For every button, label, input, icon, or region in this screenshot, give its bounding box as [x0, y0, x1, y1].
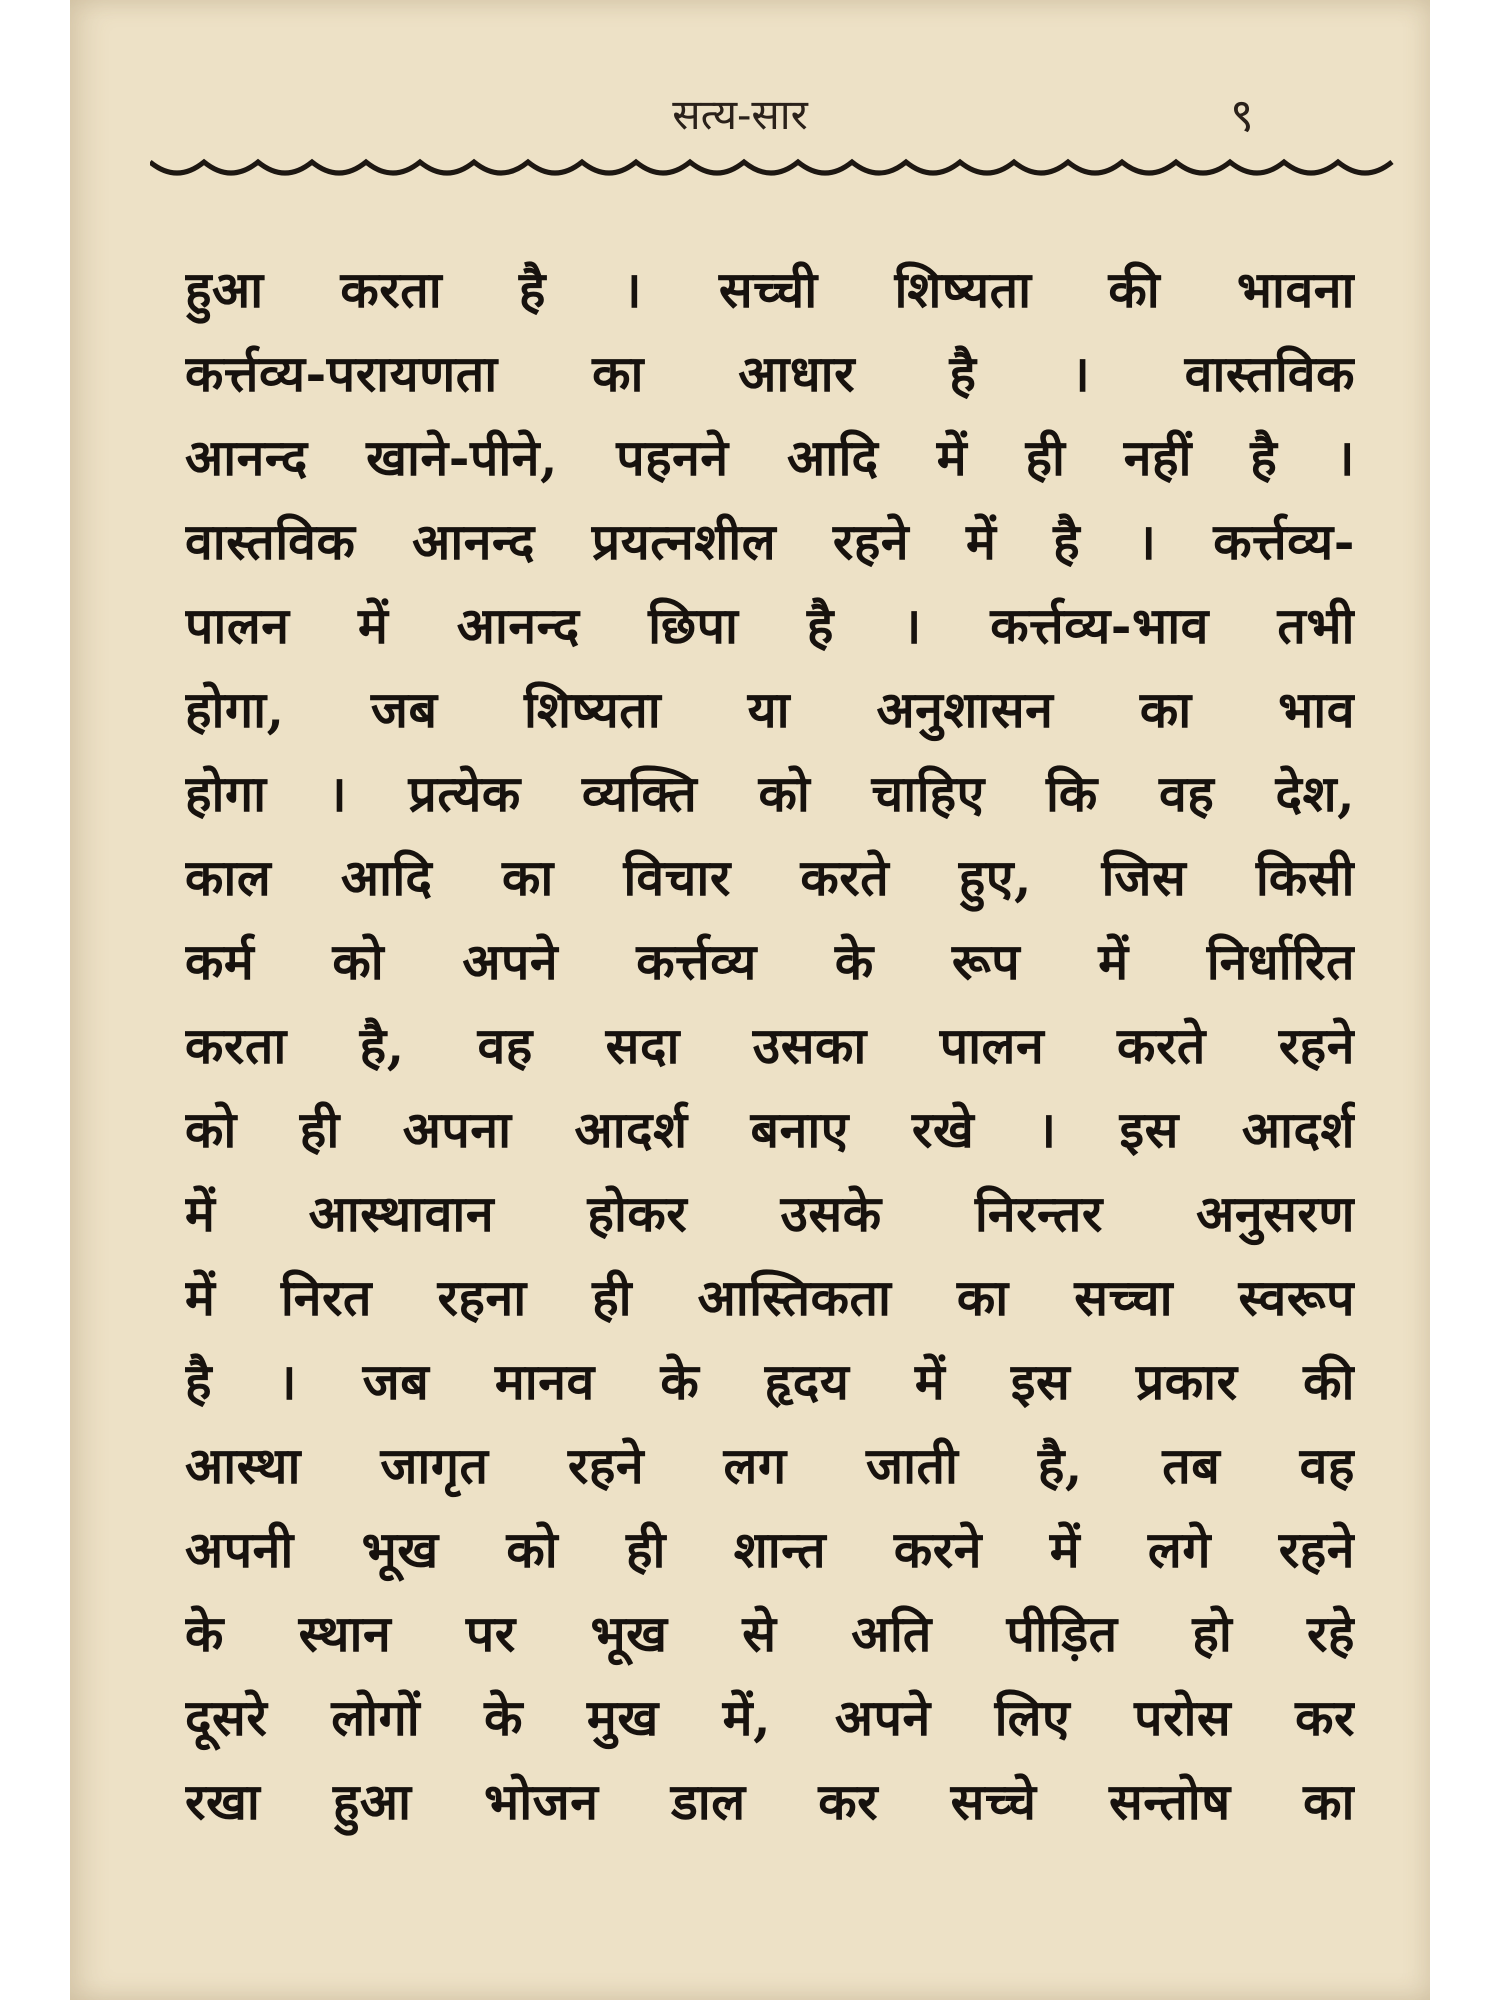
text-line: को ही अपना आदर्श बनाए रखे । इस आदर्श — [185, 1100, 1355, 1159]
text-line: आनन्द खाने-पीने, पहनने आदि में ही नहीं है । — [185, 428, 1355, 487]
book-page — [70, 0, 1430, 2000]
body-paragraph — [185, 248, 1355, 1844]
text-line: में निरत रहना ही आस्तिकता का सच्चा स्वरूप — [185, 1268, 1355, 1327]
text-line: के स्थान पर भूख से अति पीड़ित हो रहे — [185, 1604, 1355, 1663]
text-line: अपनी भूख को ही शान्त करने में लगे रहने — [185, 1520, 1355, 1579]
text-line: कर्म को अपने कर्त्तव्य के रूप में निर्धारित — [185, 932, 1355, 991]
text-line: रखा हुआ भोजन डाल कर सच्चे सन्तोष का — [185, 1772, 1355, 1831]
text-line: करता है, वह सदा उसका पालन करते रहने — [185, 1016, 1355, 1075]
text-line: आस्था जागृत रहने लग जाती है, तब वह — [185, 1436, 1355, 1495]
text-line: होगा, जब शिष्यता या अनुशासन का भाव — [185, 680, 1355, 739]
text-line: होगा । प्रत्येक व्यक्ति को चाहिए कि वह देश, — [185, 764, 1355, 823]
text-line: है । जब मानव के हृदय में इस प्रकार की — [185, 1352, 1355, 1411]
text-line: हुआ करता है । सच्ची शिष्यता की भावना — [185, 260, 1355, 319]
page-number: ९ — [1230, 88, 1254, 142]
wavy-rule-ornament — [150, 150, 1400, 190]
text-line: दूसरे लोगों के मुख में, अपने लिए परोस कर — [185, 1688, 1355, 1747]
text-line: काल आदि का विचार करते हुए, जिस किसी — [185, 848, 1355, 907]
text-line: में आस्थावान होकर उसके निरन्तर अनुसरण — [185, 1184, 1355, 1243]
running-title: सत्य-सार — [672, 90, 808, 139]
text-line: कर्त्तव्य-परायणता का आधार है । वास्तविक — [185, 344, 1355, 403]
text-line: पालन में आनन्द छिपा है । कर्त्तव्य-भाव तभी — [185, 596, 1355, 655]
text-line: वास्तविक आनन्द प्रयत्नशील रहने में है । कर्त्तव्य- — [185, 512, 1355, 571]
page-header — [70, 80, 1430, 150]
